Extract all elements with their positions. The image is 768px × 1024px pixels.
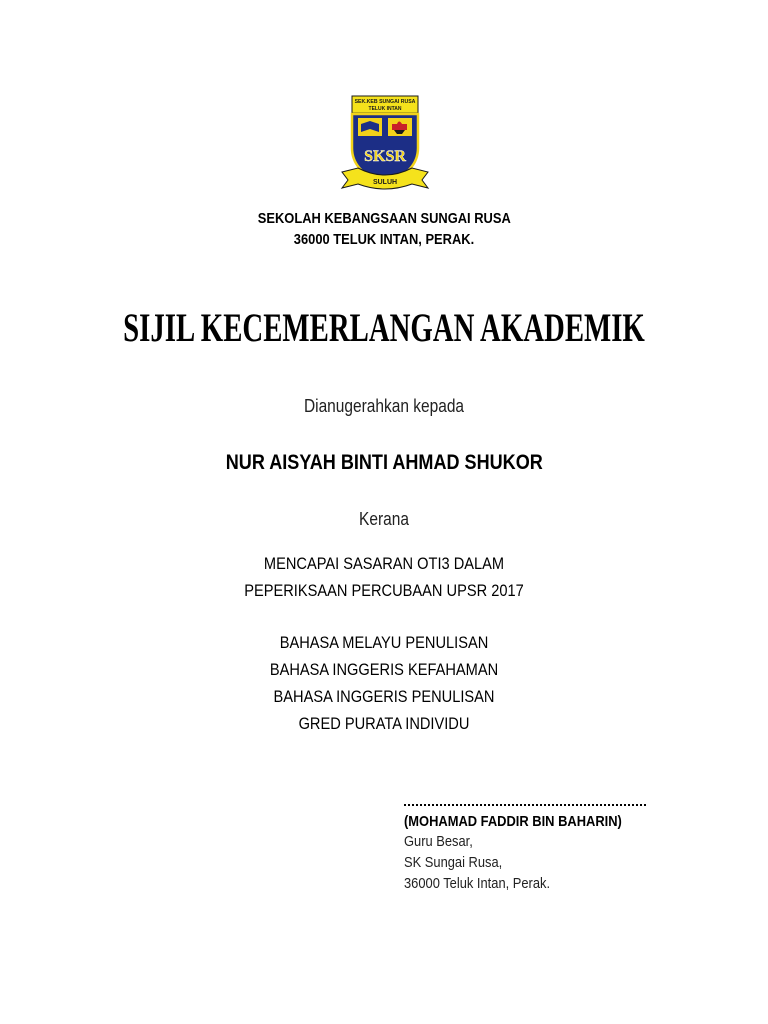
signatory-address: 36000 Teluk Intan, Perak. <box>404 875 551 892</box>
crest-banner-line1: SEK.KEB SUNGAI RUSA <box>354 99 416 105</box>
awarded-to-label: Dianugerahkan kepada <box>303 396 465 416</box>
subject-item: BAHASA MELAYU PENULISAN <box>279 633 489 652</box>
subject-item: BAHASA INGGERIS KEFAHAMAN <box>269 660 499 679</box>
signature-block <box>404 804 724 894</box>
signatory-school: SK Sungai Rusa, <box>404 854 503 871</box>
reason-line: MENCAPAI SASARAN OTI3 DALAM <box>263 554 505 573</box>
because-label: Kerana <box>359 509 409 529</box>
achievement-reason <box>54 550 714 604</box>
school-name: SEKOLAH KEBANGSAAN SUNGAI RUSA <box>257 210 511 227</box>
certificate-title: SIJIL KECEMERLANGAN AKADEMIK <box>123 305 645 350</box>
signatory-position: Guru Besar, <box>404 833 473 850</box>
subject-item: GRED PURATA INDIVIDU <box>298 714 470 733</box>
signatory-name: (MOHAMAD FADDIR BIN BAHARIN) <box>404 813 622 830</box>
crest-motto: SULUH <box>372 179 398 186</box>
signature-line <box>404 804 646 806</box>
recipient-name: NUR AISYAH BINTI AHMAD SHUKOR <box>225 451 543 474</box>
crest-monogram: SKSR <box>364 148 406 165</box>
subject-item: BAHASA INGGERIS PENULISAN <box>273 687 495 706</box>
school-address: 36000 TELUK INTAN, PERAK. <box>293 231 475 248</box>
subject-list <box>54 629 714 737</box>
school-crest-logo <box>338 94 432 192</box>
reason-line: PEPERIKSAAN PERCUBAAN UPSR 2017 <box>244 581 524 600</box>
crest-banner-line2: TELUK INTAN <box>368 106 402 112</box>
